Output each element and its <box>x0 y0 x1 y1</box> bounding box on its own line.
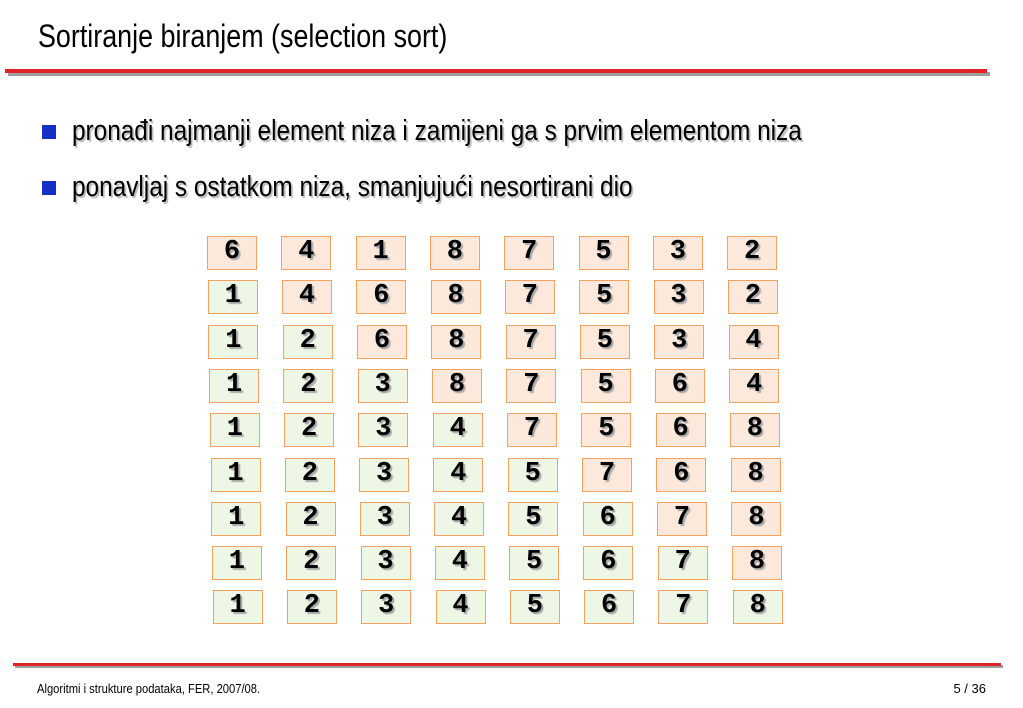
array-cell: 3 <box>653 236 703 270</box>
array-cell: 4 <box>281 236 331 270</box>
array-cell: 4 <box>433 413 483 447</box>
array-cell: 2 <box>283 325 333 359</box>
page-number: 5 / 36 <box>953 681 986 696</box>
slide-title: Sortiranje biranjem (selection sort) <box>38 18 448 54</box>
array-cell: 3 <box>358 369 408 403</box>
array-cell: 1 <box>208 325 258 359</box>
array-cell: 6 <box>356 280 406 314</box>
array-cell: 5 <box>581 369 631 403</box>
array-cell: 3 <box>654 280 704 314</box>
array-cell: 4 <box>282 280 332 314</box>
array-cell: 8 <box>730 413 780 447</box>
bullet-text: ponavljaj s ostatkom niza, smanjujući nesortirani dio <box>72 171 633 203</box>
array-cell: 4 <box>436 590 486 624</box>
array-cell: 3 <box>361 590 411 624</box>
footer-divider <box>13 663 1001 666</box>
array-cell: 8 <box>431 325 481 359</box>
array-cell: 5 <box>508 502 558 536</box>
array-cell: 3 <box>360 502 410 536</box>
array-cell: 1 <box>209 369 259 403</box>
array-cell: 7 <box>507 413 557 447</box>
array-cell: 7 <box>506 325 556 359</box>
array-cell: 7 <box>504 236 554 270</box>
array-cell: 3 <box>359 458 409 492</box>
array-cell: 7 <box>505 280 555 314</box>
array-cell: 5 <box>509 546 559 580</box>
array-cell: 5 <box>510 590 560 624</box>
array-cell: 8 <box>733 590 783 624</box>
array-cell: 8 <box>432 369 482 403</box>
array-cell: 1 <box>212 546 262 580</box>
array-cell: 2 <box>284 413 334 447</box>
array-cell: 4 <box>434 502 484 536</box>
array-cell: 5 <box>579 280 629 314</box>
array-cell: 8 <box>731 502 781 536</box>
array-cell: 7 <box>658 546 708 580</box>
array-cell: 6 <box>207 236 257 270</box>
array-cell: 1 <box>213 590 263 624</box>
array-cell: 6 <box>656 413 706 447</box>
array-cell: 6 <box>584 590 634 624</box>
array-cell: 2 <box>728 280 778 314</box>
array-cell: 8 <box>731 458 781 492</box>
array-cell: 5 <box>508 458 558 492</box>
array-cell: 1 <box>208 280 258 314</box>
array-cell: 2 <box>285 458 335 492</box>
array-cell: 8 <box>732 546 782 580</box>
array-cell: 7 <box>582 458 632 492</box>
array-cell: 5 <box>581 413 631 447</box>
array-cell: 8 <box>431 280 481 314</box>
array-cell: 2 <box>727 236 777 270</box>
array-cell: 4 <box>729 369 779 403</box>
array-cell: 6 <box>655 369 705 403</box>
array-cell: 1 <box>210 413 260 447</box>
array-cell: 2 <box>286 502 336 536</box>
array-cell: 2 <box>287 590 337 624</box>
array-cell: 3 <box>361 546 411 580</box>
array-cell: 1 <box>211 458 261 492</box>
array-cell: 4 <box>433 458 483 492</box>
array-cell: 1 <box>356 236 406 270</box>
array-cell: 7 <box>506 369 556 403</box>
bullet-text: pronađi najmanji element niza i zamijeni ga s prvim elementom niza <box>72 115 802 147</box>
array-cell: 7 <box>658 590 708 624</box>
array-cell: 5 <box>580 325 630 359</box>
footer-text: Algoritmi i strukture podataka, FER, 2007/08. <box>37 681 261 696</box>
array-cell: 6 <box>583 546 633 580</box>
array-cell: 6 <box>656 458 706 492</box>
array-cell: 1 <box>211 502 261 536</box>
array-cell: 7 <box>657 502 707 536</box>
array-cell: 4 <box>729 325 779 359</box>
array-cell: 8 <box>430 236 480 270</box>
array-cell: 2 <box>286 546 336 580</box>
array-cell: 4 <box>435 546 485 580</box>
array-cell: 2 <box>283 369 333 403</box>
array-cell: 5 <box>579 236 629 270</box>
array-cell: 3 <box>358 413 408 447</box>
array-cell: 6 <box>583 502 633 536</box>
array-cell: 6 <box>357 325 407 359</box>
array-cell: 3 <box>654 325 704 359</box>
